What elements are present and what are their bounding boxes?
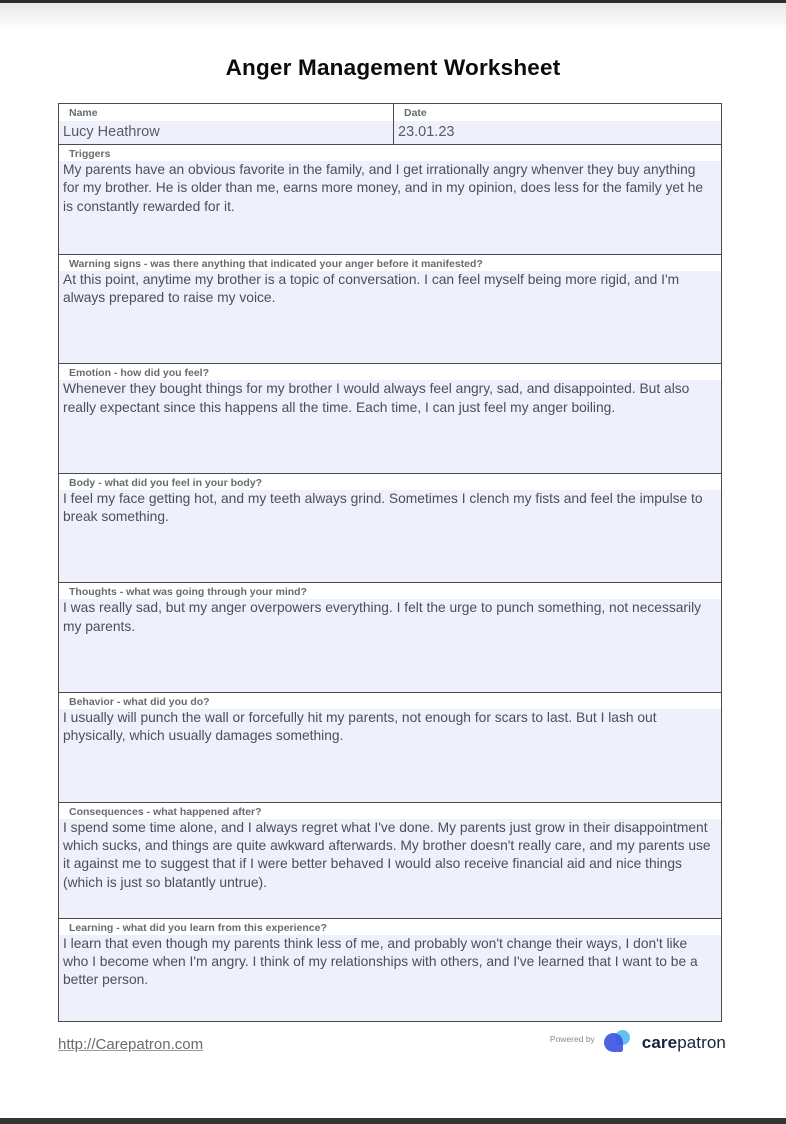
worksheet-section bbox=[59, 692, 721, 802]
carepatron-wordmark: carepatron bbox=[641, 1033, 726, 1052]
powered-by-brand bbox=[550, 1029, 726, 1057]
section-label: Behavior - what did you do? bbox=[59, 693, 721, 709]
worksheet-section bbox=[59, 363, 721, 473]
section-label: Consequences - what happened after? bbox=[59, 803, 721, 819]
worksheet-section bbox=[59, 802, 721, 918]
section-label: Emotion - how did you feel? bbox=[59, 364, 721, 380]
worksheet-section bbox=[59, 254, 721, 364]
worksheet-section bbox=[59, 918, 721, 1021]
section-answer-field[interactable]: My parents have an obvious favorite in the family, and I get irrationally angry whenver they buy anything for my brother. He is older than me, earns more money, and in my opinion, does less for the family yet he is constantly rewarded for it. bbox=[59, 161, 721, 254]
name-field[interactable]: Lucy Heathrow bbox=[59, 121, 393, 144]
name-cell bbox=[59, 104, 393, 144]
section-label: Triggers bbox=[59, 145, 721, 161]
worksheet-section bbox=[59, 144, 721, 254]
section-label: Warning signs - was there anything that indicated your anger before it manifested? bbox=[59, 255, 721, 271]
name-date-row bbox=[59, 104, 721, 144]
section-label: Thoughts - what was going through your mind? bbox=[59, 583, 721, 599]
worksheet-sections bbox=[59, 144, 721, 1021]
section-answer-field[interactable]: I usually will punch the wall or forcefully hit my parents, not enough for scars to last. But I lash out physically, which usually damages something. bbox=[59, 709, 721, 802]
name-label: Name bbox=[59, 104, 393, 121]
powered-by-label: Powered by bbox=[549, 1034, 595, 1044]
section-label: Body - what did you feel in your body? bbox=[59, 474, 721, 490]
section-answer-field[interactable]: I learn that even though my parents think less of me, and probably won't change their ways, I don't like who I become when I'm angry. I think of my relationships with others, and I've learned that I want to be a better person. bbox=[59, 935, 721, 1021]
worksheet-table bbox=[58, 103, 722, 1022]
date-field[interactable]: 23.01.23 bbox=[394, 121, 721, 144]
section-answer-field[interactable]: Whenever they bought things for my brother I would always feel angry, sad, and disappointed. But also really expectant since this happens all the time. Each time, I can just feel my anger boiling. bbox=[59, 380, 721, 473]
section-label: Learning - what did you learn from this experience? bbox=[59, 919, 721, 935]
worksheet-section bbox=[59, 582, 721, 692]
page-title: Anger Management Worksheet bbox=[225, 55, 561, 80]
section-answer-field[interactable]: I feel my face getting hot, and my teeth always grind. Sometimes I clench my fists and feel the impulse to break something. bbox=[59, 490, 721, 583]
carepatron-logo-icon bbox=[602, 1029, 638, 1057]
page-top-edge bbox=[0, 0, 786, 30]
section-answer-field[interactable]: At this point, anytime my brother is a topic of conversation. I can feel myself being more rigid, and I'm always prepared to raise my voice. bbox=[59, 271, 721, 364]
section-answer-field[interactable]: I was really sad, but my anger overpowers everything. I felt the urge to punch something, not necessarily my parents. bbox=[59, 599, 721, 692]
page-bottom-edge bbox=[0, 1118, 786, 1124]
date-label: Date bbox=[394, 104, 721, 121]
date-cell bbox=[393, 104, 721, 144]
section-answer-field[interactable]: I spend some time alone, and I always regret what I've done. My parents just grow in their disappointment which sucks, and things are quite awkward afterwards. My brother doesn't really care, and my parents use it against me to suggest that if I were better behaved I would also receive financial aid and nice things (which is just so blatantly untrue). bbox=[59, 819, 721, 918]
worksheet-section bbox=[59, 473, 721, 583]
carepatron-link[interactable]: http://Carepatron.com bbox=[58, 1036, 204, 1053]
